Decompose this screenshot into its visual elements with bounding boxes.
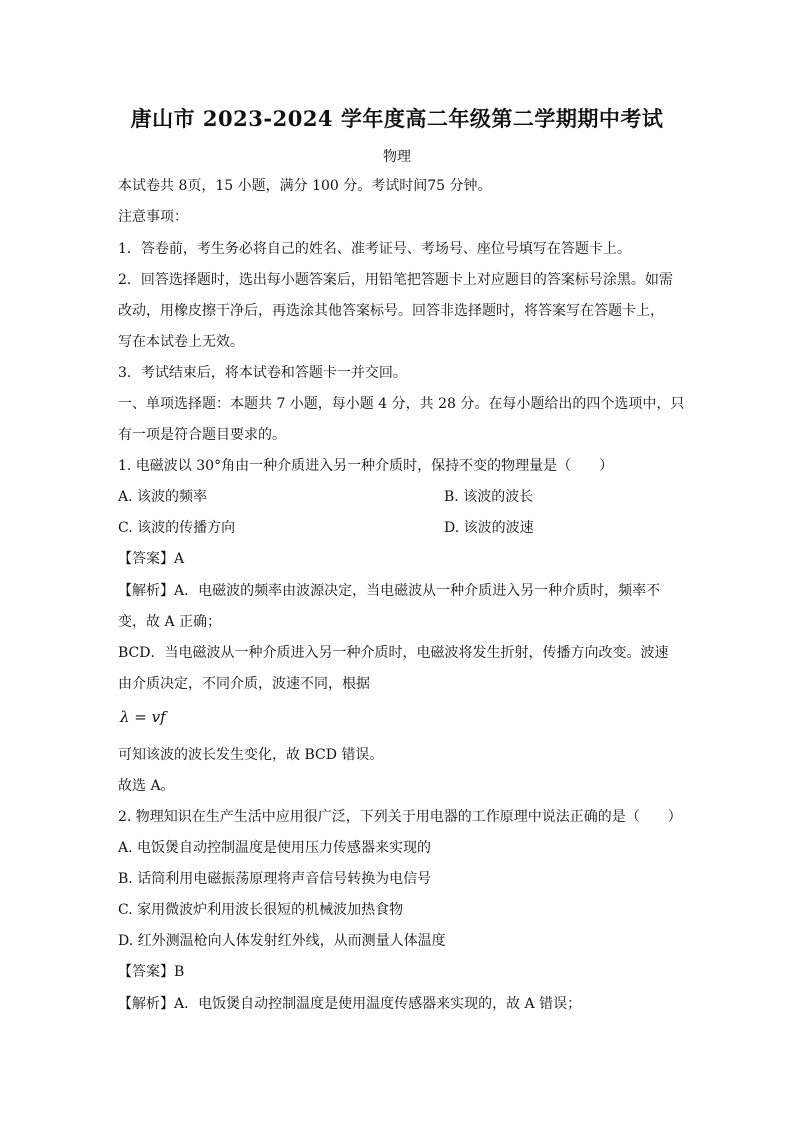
notice-item-1: 1．答卷前，考生务必将自己的姓名、准考证号、考场号、座位号填写在答题卡上。 bbox=[118, 241, 631, 257]
question-1-conclusion: 故选 A。 bbox=[118, 778, 175, 794]
question-1-option-c: C. 该波的传播方向 bbox=[118, 520, 236, 536]
question-2-explanation-line-1: 【解析】A．电饭煲自动控制温度是使用温度传感器来实现的，故 A 错误； bbox=[118, 996, 582, 1012]
question-2-option-b: B. 话筒利用电磁振荡原理将声音信号转换为电信号 bbox=[118, 871, 432, 887]
section-1-title-line-1: 一、单项选择题：本题共 7 小题，每小题 4 分，共 28 分。在每小题给出的四个选项中，只 bbox=[118, 396, 685, 412]
notice-item-2-line-2: 改动，用橡皮擦干净后，再选涂其他答案标号。回答非选择题时，将答案写在答题卡上， bbox=[118, 303, 664, 319]
exam-title: 唐山市 2023-2024 学年度高二年级第二学期期中考试 bbox=[130, 106, 664, 131]
question-1-explanation-line-2: 变，故 A 正确； bbox=[118, 614, 222, 630]
notice-item-3: 3．考试结束后，将本试卷和答题卡一并交回。 bbox=[118, 365, 407, 381]
question-1-answer: 【答案】A bbox=[118, 551, 185, 567]
notice-item-2-line-1: 2．回答选择题时，选出每小题答案后，用铅笔把答题卡上对应题目的答案标号涂黑。如需 bbox=[118, 272, 673, 288]
exam-info: 本试卷共 8页，15 小题，满分 100 分。考试时间75 分钟。 bbox=[118, 178, 492, 194]
question-2-option-a: A. 电饭煲自动控制温度是使用压力传感器来实现的 bbox=[118, 840, 432, 856]
notice-title: 注意事项： bbox=[118, 209, 188, 225]
question-1-explanation-line-1: 【解析】A．电磁波的频率由波源决定，当电磁波从一种介质进入另一种介质时，频率不 bbox=[118, 583, 661, 599]
question-2-answer: 【答案】B bbox=[118, 964, 185, 980]
question-1-explanation-line-4: 由介质决定，不同介质，波速不同，根据 bbox=[118, 676, 370, 692]
question-1-explanation-line-3: BCD．当电磁波从一种介质进入另一种介质时，电磁波将发生折射，传播方向改变。波速 bbox=[118, 645, 669, 661]
question-2-option-c: C. 家用微波炉利用波长很短的机械波加热食物 bbox=[118, 902, 404, 918]
question-1-option-b: B. 该波的波长 bbox=[444, 489, 534, 505]
question-1-option-a: A. 该波的频率 bbox=[118, 489, 208, 505]
question-2-stem: 2. 物理知识在生产生活中应用很广泛，下列关于用电器的工作原理中说法正确的是（ ） bbox=[118, 809, 682, 825]
section-1-title-line-2: 有一项是符合题目要求的。 bbox=[118, 427, 286, 443]
notice-item-2-line-3: 写在本试卷上无效。 bbox=[118, 334, 244, 350]
question-2-option-d: D. 红外测温枪向人体发射红外线，从而测量人体温度 bbox=[118, 933, 446, 949]
subject-label: 物理 bbox=[383, 149, 411, 165]
wave-formula: λ = vf bbox=[120, 708, 166, 726]
question-1-explanation-line-5: 可知该波的波长发生变化，故 BCD 错误。 bbox=[118, 747, 384, 763]
question-1-option-d: D. 该波的波速 bbox=[444, 520, 534, 536]
question-1-stem: 1. 电磁波以 30°角由一种介质进入另一种介质时，保持不变的物理量是（ ） bbox=[118, 458, 614, 474]
